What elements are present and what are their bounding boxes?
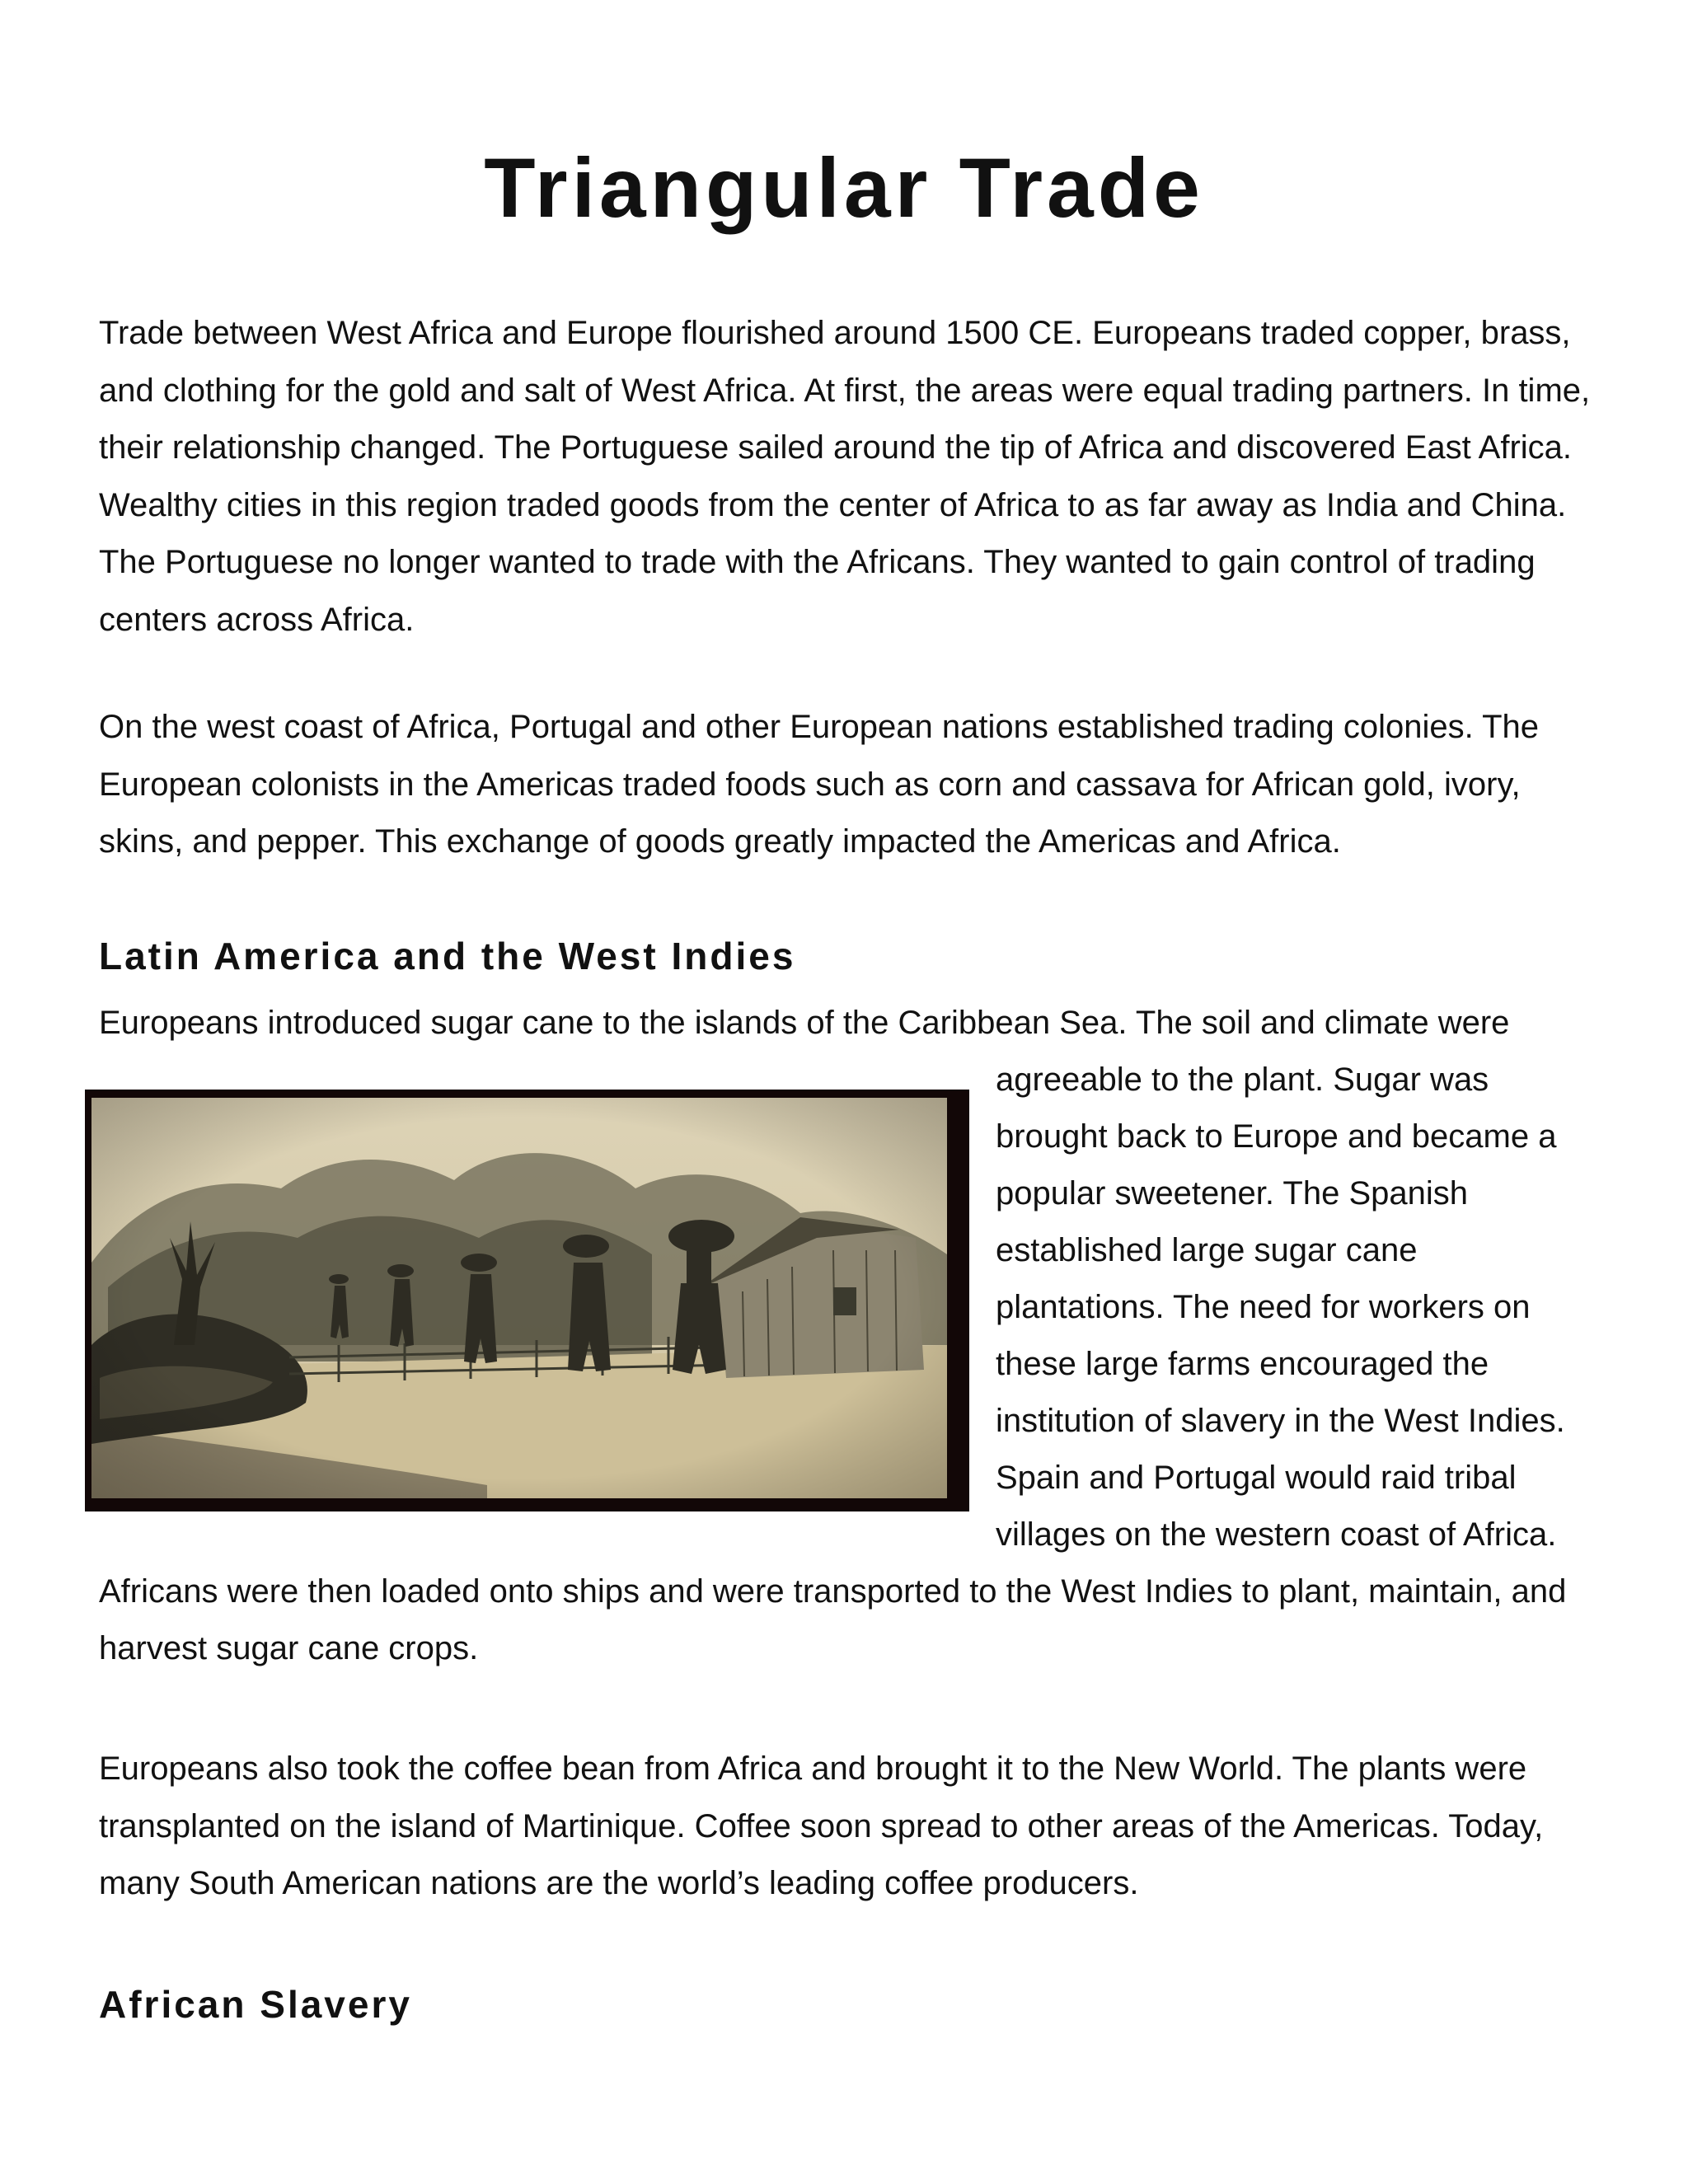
section-heading-latin-america: Latin America and the West Indies bbox=[99, 935, 796, 977]
text-line: Spain and Portugal would raid tribal bbox=[996, 1460, 1517, 1496]
text-line: institution of slavery in the West Indies. bbox=[996, 1403, 1565, 1439]
text-line: harvest sugar cane crops. bbox=[99, 1630, 479, 1666]
text-line: Europeans introduced sugar cane to the islands of the Caribbean Sea. The soil and climate were bbox=[99, 1005, 1510, 1041]
text-line: Africans were then loaded onto ships and were transported to the West Indies to plant, maintain, and bbox=[99, 1573, 1567, 1610]
intro-paragraph: Trade between West Africa and Europe flourished around 1500 CE. Europeans traded copper, brass, and clothing for the gold and salt of West Africa. At first, the areas were equal trading partners. In time, their relationship changed. The Portuguese sailed around the tip of Africa and discovered East Africa. Wealthy cities in this region traded goods from the center of Africa to as far away as India and China. The Portuguese no longer wanted to trade with the Africans. They wanted to gain control of trading centers across Africa. bbox=[99, 315, 1591, 638]
text-line: popular sweetener. The Spanish bbox=[996, 1175, 1468, 1212]
plantation-engraving-image bbox=[85, 1090, 969, 1511]
text-line: brought back to Europe and became a bbox=[996, 1118, 1557, 1155]
colonies-paragraph: On the west coast of Africa, Portugal and other European nations established trading colonies. The European colonists in the Americas traded foods such as corn and cassava for African gold, ivory, skins, and pepper. This exchange of goods greatly impacted the Americas and Africa. bbox=[99, 709, 1540, 860]
text-line: established large sugar cane bbox=[996, 1232, 1418, 1268]
coffee-paragraph: Europeans also took the coffee bean from Africa and brought it to the New World. The plants were transplanted on the island of Martinique. Coffee soon spread to other areas of the Americas. Today, many South American nations are the world’s leading coffee producers. bbox=[99, 1750, 1544, 1901]
engraving-illustration bbox=[91, 1098, 947, 1498]
section-heading-african-slavery: African Slavery bbox=[99, 1983, 412, 2026]
text-line: villages on the western coast of Africa. bbox=[996, 1516, 1557, 1553]
text-line: agreeable to the plant. Sugar was bbox=[996, 1062, 1489, 1098]
text-line: these large farms encouraged the bbox=[996, 1346, 1489, 1382]
text-line: plantations. The need for workers on bbox=[996, 1289, 1531, 1325]
page-title: Triangular Trade bbox=[484, 141, 1204, 235]
